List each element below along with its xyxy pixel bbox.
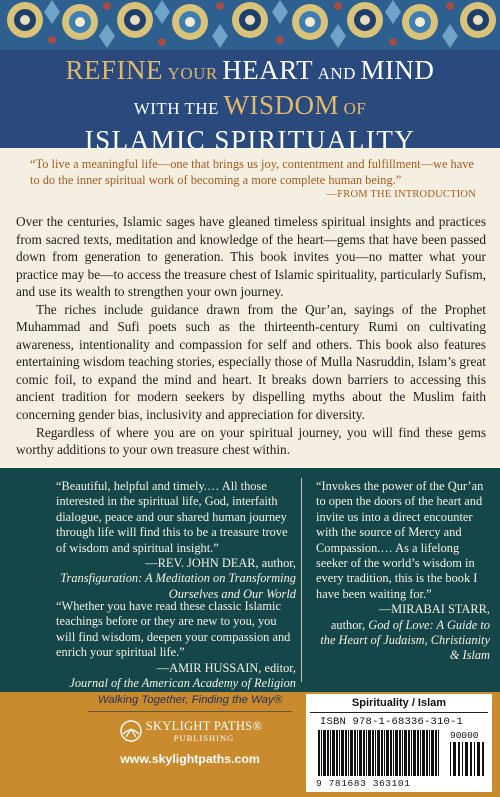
barcode-bar <box>348 730 349 776</box>
endorsement-starr <box>316 479 490 664</box>
barcode-bar <box>341 730 344 776</box>
description-paragraph: Regardless of where you are on your spiritual journey, you will find these gems worthy additions to your own treasure chest within. <box>16 424 486 458</box>
barcode-bar <box>453 742 456 776</box>
endorsement-quote: “Beautiful, helpful and timely.… All those interested in the spiritual life, God, interfaith dialogue, peace and our shared human journey through life will find this to be a treasure trove of wisdom and spiritual insight.” <box>56 479 288 555</box>
endorsement-quote: “Whether you have read these classic Islamic teachings before or they are new to you, you will find wisdom, deepen your compassion and enrich your spiritual life.” <box>56 599 291 660</box>
barcode-bar <box>474 742 475 776</box>
barcode-bar <box>395 730 398 776</box>
isbn-text: ISBN 978-1-68336-310-1 <box>320 716 464 728</box>
title-word: REFINE <box>65 55 164 85</box>
barcode-bar <box>450 742 451 776</box>
title-line-1 <box>0 55 500 90</box>
barcode-bar <box>318 730 320 776</box>
publisher-tagline: Walking Together, Finding the Way® <box>97 694 283 706</box>
barcode-bar <box>404 730 407 776</box>
title-word: YOUR <box>167 64 218 83</box>
book-category: Spirituality / Islam <box>351 697 447 709</box>
endorsement-hussain <box>56 599 296 691</box>
barcode-bar <box>435 730 437 776</box>
barcode-bar <box>368 730 371 776</box>
barcode-bar <box>357 730 358 776</box>
barcode-bar <box>417 730 419 776</box>
publisher-website: www.skylightpaths.com <box>120 752 260 766</box>
publisher-logo <box>118 714 264 748</box>
endorsement-author: —MIRABAI STARR, <box>378 602 490 617</box>
endorsement-divider <box>301 478 302 682</box>
barcode-bar <box>399 730 401 776</box>
barcode-bar <box>350 730 353 776</box>
barcode-bar <box>408 730 410 776</box>
title-word: WITH THE <box>133 99 220 118</box>
barcode-bar <box>465 742 468 776</box>
barcode-bar <box>422 730 425 776</box>
endorsement-dear <box>56 479 296 602</box>
barcode-bar <box>363 730 365 776</box>
barcode-bar <box>323 730 326 776</box>
barcode-bars <box>318 730 442 776</box>
title-word: OF <box>343 99 367 118</box>
title-line-2 <box>0 90 500 125</box>
barcode-bar <box>377 730 380 776</box>
barcode-bar <box>462 742 463 776</box>
book-description <box>16 213 486 459</box>
barcode-bar <box>386 730 389 776</box>
endorsement-author: —REV. JOHN DEAR, author, <box>145 556 296 571</box>
barcode-box <box>306 694 492 792</box>
intro-quote-source: —FROM THE INTRODUCTION <box>326 189 476 200</box>
title-word: MIND <box>360 55 435 85</box>
barcode-bar <box>384 730 385 776</box>
barcode-bar <box>482 742 484 776</box>
price-code: 90000 <box>450 730 479 741</box>
description-paragraph: The riches include guidance drawn from the Qur’an, sayings of the Prophet Muhammad and Sufi poets such as the thirteenth-century Rumi on cultivating awareness, intentionality and compassion for self and others. This book also features entertaining wisdom teaching stories, especially those of Mulla Nasruddin, Islam’s great comic foil, to expand the mind and heart. It breaks down barriers to accessing this ancient tradition for modern seekers by dispelling myths about the Muslim faith concerning gender bias, inclusivity and appreciation for diversity. <box>16 301 486 423</box>
barcode-bar <box>393 730 394 776</box>
barcode-bar <box>354 730 356 776</box>
price-barcode-bars <box>450 742 486 776</box>
endorsement-role: author, <box>330 617 366 632</box>
title-word: HEART <box>222 55 314 85</box>
endorsement-work: Transfiguration: A Meditation on Transforming Ourselves and Our World <box>60 571 296 601</box>
barcode-bar <box>375 730 376 776</box>
barcode-bar <box>381 730 383 776</box>
barcode-bar <box>420 730 421 776</box>
title-word: AND <box>317 64 356 83</box>
endorsement-work: God of Love: A Guide to the Heart of Judaism, Christianity & Islam <box>320 617 490 663</box>
barcode-bar <box>321 730 322 776</box>
barcode-bar <box>413 730 416 776</box>
barcode-number: 9 781683 363101 <box>316 778 411 789</box>
barcode-bar <box>411 730 412 776</box>
tagline-rule <box>88 711 292 712</box>
barcode-bar <box>332 730 335 776</box>
publisher-name <box>146 719 262 743</box>
barcode-bar <box>429 730 430 776</box>
title-word: WISDOM <box>223 90 340 120</box>
endorsement-quote: “Invokes the power of the Qur’an to open the doors of the heart and invite us into a direct encounter with the source of Mercy and Compassion.… As a lifelong seeker of the world’s wisdom in every tradition, this is the book I have been waiting for.” <box>316 479 484 601</box>
barcode-bar <box>470 742 472 776</box>
barcode-bar <box>330 730 331 776</box>
title-line-3: ISLAMIC SPIRITUALITY <box>84 125 416 155</box>
barcode-bar <box>426 730 428 776</box>
barcode-bar <box>438 730 439 776</box>
barcode-bar <box>372 730 374 776</box>
endorsement-author: —AMIR HUSSAIN, editor, <box>156 660 296 675</box>
category-rule <box>310 712 488 713</box>
endorsement-author-role <box>316 618 490 664</box>
barcode-bar <box>327 730 329 776</box>
endorsement-work: Journal of the American Academy of Religion <box>69 676 296 691</box>
barcode-bar <box>336 730 338 776</box>
barcode-bar <box>366 730 367 776</box>
title-band <box>0 50 500 155</box>
intro-quote: “To live a meaningful life—one that brings us joy, contentment and fulfillment—we have to do the inner spiritual work of becoming a more complete human being.” <box>30 157 474 187</box>
description-paragraph: Over the centuries, Islamic sages have gleaned timeless spiritual insights and practices from sacred texts, meditation and knowledge of the heart—gems that have been passed down from generation to generation. This book invites you—no matter what your practice may be—to access the treasure chest of Islamic spirituality, particularly Sufism, and use its wealth to strengthen your own journey. <box>16 214 486 300</box>
barcode-bar <box>339 730 340 776</box>
skylight-logo-icon <box>120 720 142 742</box>
barcode-bar <box>345 730 347 776</box>
barcode-bar <box>458 742 460 776</box>
barcode-bar <box>402 730 403 776</box>
decorative-tile-band <box>0 0 500 50</box>
barcode-bar <box>359 730 362 776</box>
barcode-bar <box>477 742 480 776</box>
publisher-name-line2: PUBLISHING <box>173 733 235 743</box>
barcode-bar <box>390 730 392 776</box>
barcode-bar <box>431 730 434 776</box>
publisher-name-line1: SKYLIGHT PATHS® <box>145 719 263 733</box>
